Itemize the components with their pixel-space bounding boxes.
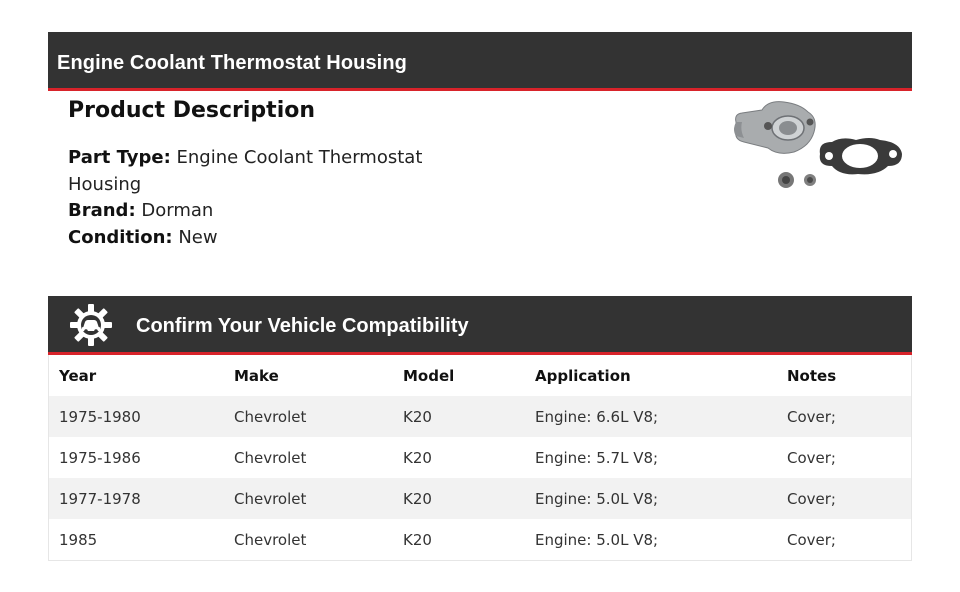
column-header-model: Model [403, 366, 455, 385]
cell-notes: Cover; [787, 448, 836, 467]
cell-notes: Cover; [787, 489, 836, 508]
cell-year: 1975-1986 [59, 448, 141, 467]
brand-label: Brand: [68, 200, 136, 221]
cell-make: Chevrolet [234, 448, 307, 467]
table-header-row [49, 355, 911, 396]
brand-value: Dorman [141, 200, 214, 221]
column-header-year: Year [59, 366, 97, 385]
cell-model: K20 [403, 448, 432, 467]
product-description [68, 98, 468, 251]
cell-make: Chevrolet [234, 530, 307, 549]
condition-value: New [178, 226, 218, 248]
brand-line [68, 198, 468, 225]
cell-year: 1975-1980 [59, 407, 141, 426]
cell-application: Engine: 5.0L V8; [535, 530, 659, 549]
column-header-make: Make [234, 366, 279, 385]
cell-application: Engine: 6.6L V8; [535, 407, 659, 426]
cell-notes: Cover; [787, 407, 836, 426]
cell-application: Engine: 5.0L V8; [535, 489, 659, 508]
cell-application: Engine: 5.7L V8; [535, 448, 659, 467]
product-title-banner [48, 32, 912, 91]
cell-make: Chevrolet [234, 489, 307, 508]
table-row [49, 437, 911, 478]
part-type-label: Part Type: [68, 147, 171, 168]
gear-car-icon [70, 304, 112, 346]
cell-model: K20 [403, 489, 432, 508]
table-row [49, 396, 911, 437]
condition-label: Condition: [68, 226, 173, 248]
cell-year: 1985 [59, 530, 98, 549]
column-header-application: Application [535, 366, 631, 385]
cell-model: K20 [403, 530, 432, 549]
cell-year: 1977-1978 [59, 489, 141, 508]
part-type-value: Engine Coolant Thermostat Housing [68, 147, 423, 195]
compatibility-table [48, 355, 912, 561]
column-header-notes: Notes [787, 366, 837, 385]
cell-make: Chevrolet [234, 407, 307, 426]
part-type-line [68, 145, 468, 198]
compatibility-title: Confirm Your Vehicle Compatibility [136, 315, 469, 337]
table-row [49, 478, 911, 519]
condition-line [68, 225, 468, 252]
product-title: Engine Coolant Thermostat Housing [57, 52, 407, 74]
table-row [49, 519, 911, 560]
compatibility-banner [48, 296, 912, 355]
cell-model: K20 [403, 407, 432, 426]
cell-notes: Cover; [787, 530, 836, 549]
product-image [728, 96, 908, 196]
description-heading: Product Description [68, 98, 316, 123]
